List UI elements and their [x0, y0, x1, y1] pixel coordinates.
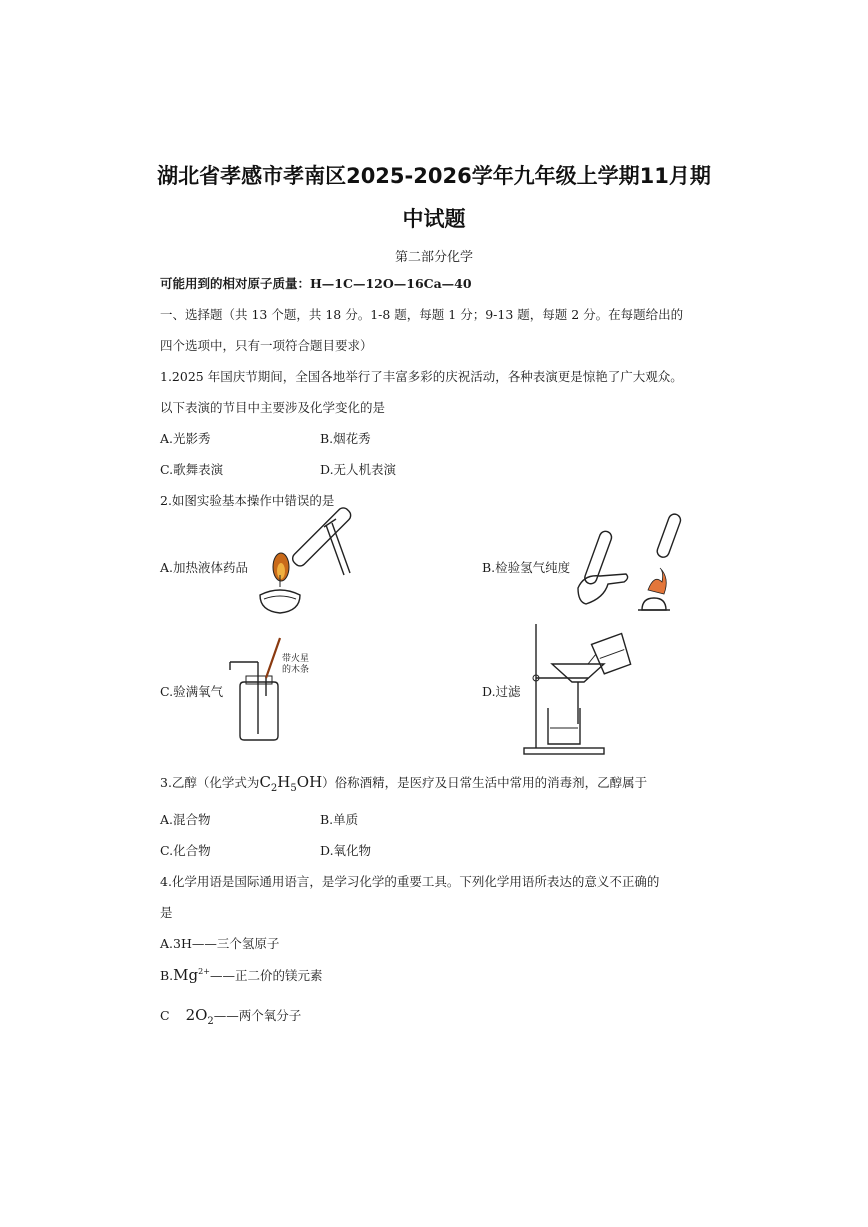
- filtration-figure: [522, 624, 642, 756]
- q3-stem-after: ）俗称酒精，是医疗及日常生活中常用的消毒剂，乙醇属于: [322, 775, 648, 790]
- hydrogen-purity-figure: [578, 518, 678, 613]
- oxygen-figure-label-line2: 的木条: [282, 665, 310, 675]
- atomic-mass-note: 可能用到的相对原子质量：H—1C—12O—16Ca—40: [160, 276, 472, 291]
- q1-option-c: C.歌舞表演: [160, 462, 224, 477]
- oxygen-figure-label: [282, 654, 309, 676]
- section-subtitle: 第二部分化学: [394, 250, 473, 265]
- formula-c: C: [259, 773, 271, 791]
- formula-h-sub: 5: [290, 783, 297, 794]
- mg-symbol: Mg: [173, 966, 199, 984]
- formula-oh: OH: [296, 773, 323, 791]
- page-title-line2: 中试题: [402, 207, 466, 231]
- q4-option-c-text: ——两个氧分子: [213, 1008, 302, 1023]
- oxygen-molecule-formula: [185, 1006, 214, 1027]
- q4-stem-line2: 是: [160, 905, 173, 920]
- oxygen-check-figure: [228, 636, 318, 746]
- q4-option-b: [160, 966, 322, 984]
- o2-sub: 2: [207, 1016, 214, 1027]
- q3-stem-before: 3.乙醇（化学式为: [160, 775, 260, 790]
- q4-option-b-prefix: B.: [160, 968, 174, 983]
- q3-stem: [160, 773, 647, 794]
- section-heading-line2: 四个选项中，只有一项符合题目要求）: [160, 338, 373, 353]
- q4-option-b-text: ——正二价的镁元素: [209, 968, 323, 983]
- q3-option-d: D.氧化物: [320, 843, 372, 858]
- page-title-line1: 湖北省孝感市孝南区2025-2026学年九年级上学期11月期: [157, 164, 711, 188]
- q3-option-a: A.混合物: [160, 812, 211, 827]
- mg-charge: 2+: [198, 967, 210, 976]
- q1-stem-line2: 以下表演的节目中主要涉及化学变化的是: [160, 400, 386, 415]
- q2-stem: 2.如图实验基本操作中错误的是: [160, 493, 335, 508]
- ethanol-formula: [259, 773, 323, 794]
- q4-option-a: A.3H——三个氢原子: [160, 936, 280, 951]
- q2-option-d: D.过滤: [482, 684, 521, 699]
- q2-option-a: A.加热液体药品: [160, 560, 249, 575]
- magnesium-ion-formula: [173, 966, 210, 984]
- q1-option-a: A.光影秀: [160, 431, 211, 446]
- formula-h: H: [277, 773, 291, 791]
- q1-option-d: D.无人机表演: [320, 462, 397, 477]
- q4-option-c-prefix: C: [160, 1008, 170, 1023]
- o2-symbol: 2O: [185, 1006, 208, 1024]
- q4-stem-line1: 4.化学用语是国际通用语言，是学习化学的重要工具。下列化学用语所表达的意义不正确的: [160, 874, 660, 889]
- q1-stem-line1: 1.2025 年国庆节期间，全国各地举行了丰富多彩的庆祝活动，各种表演更是惊艳了广大观众。: [160, 369, 683, 384]
- q1-option-b: B.烟花秀: [320, 431, 371, 446]
- q3-option-b: B.单质: [320, 812, 359, 827]
- section-heading-line1: 一、选择题（共 13 个题，共 18 分。1-8 题，每题 1 分；9-13 题，每题 2 分。在每题给出的: [160, 307, 684, 322]
- q2-option-b: B.检验氢气纯度: [482, 560, 571, 575]
- formula-c-sub: 2: [270, 783, 278, 794]
- oxygen-figure-label-line1: 带火星: [282, 654, 310, 664]
- q3-option-c: C.化合物: [160, 843, 211, 858]
- heating-liquid-figure: [250, 515, 350, 615]
- q4-option-c: [160, 1006, 301, 1027]
- q2-option-c: C.验满氧气: [160, 684, 224, 699]
